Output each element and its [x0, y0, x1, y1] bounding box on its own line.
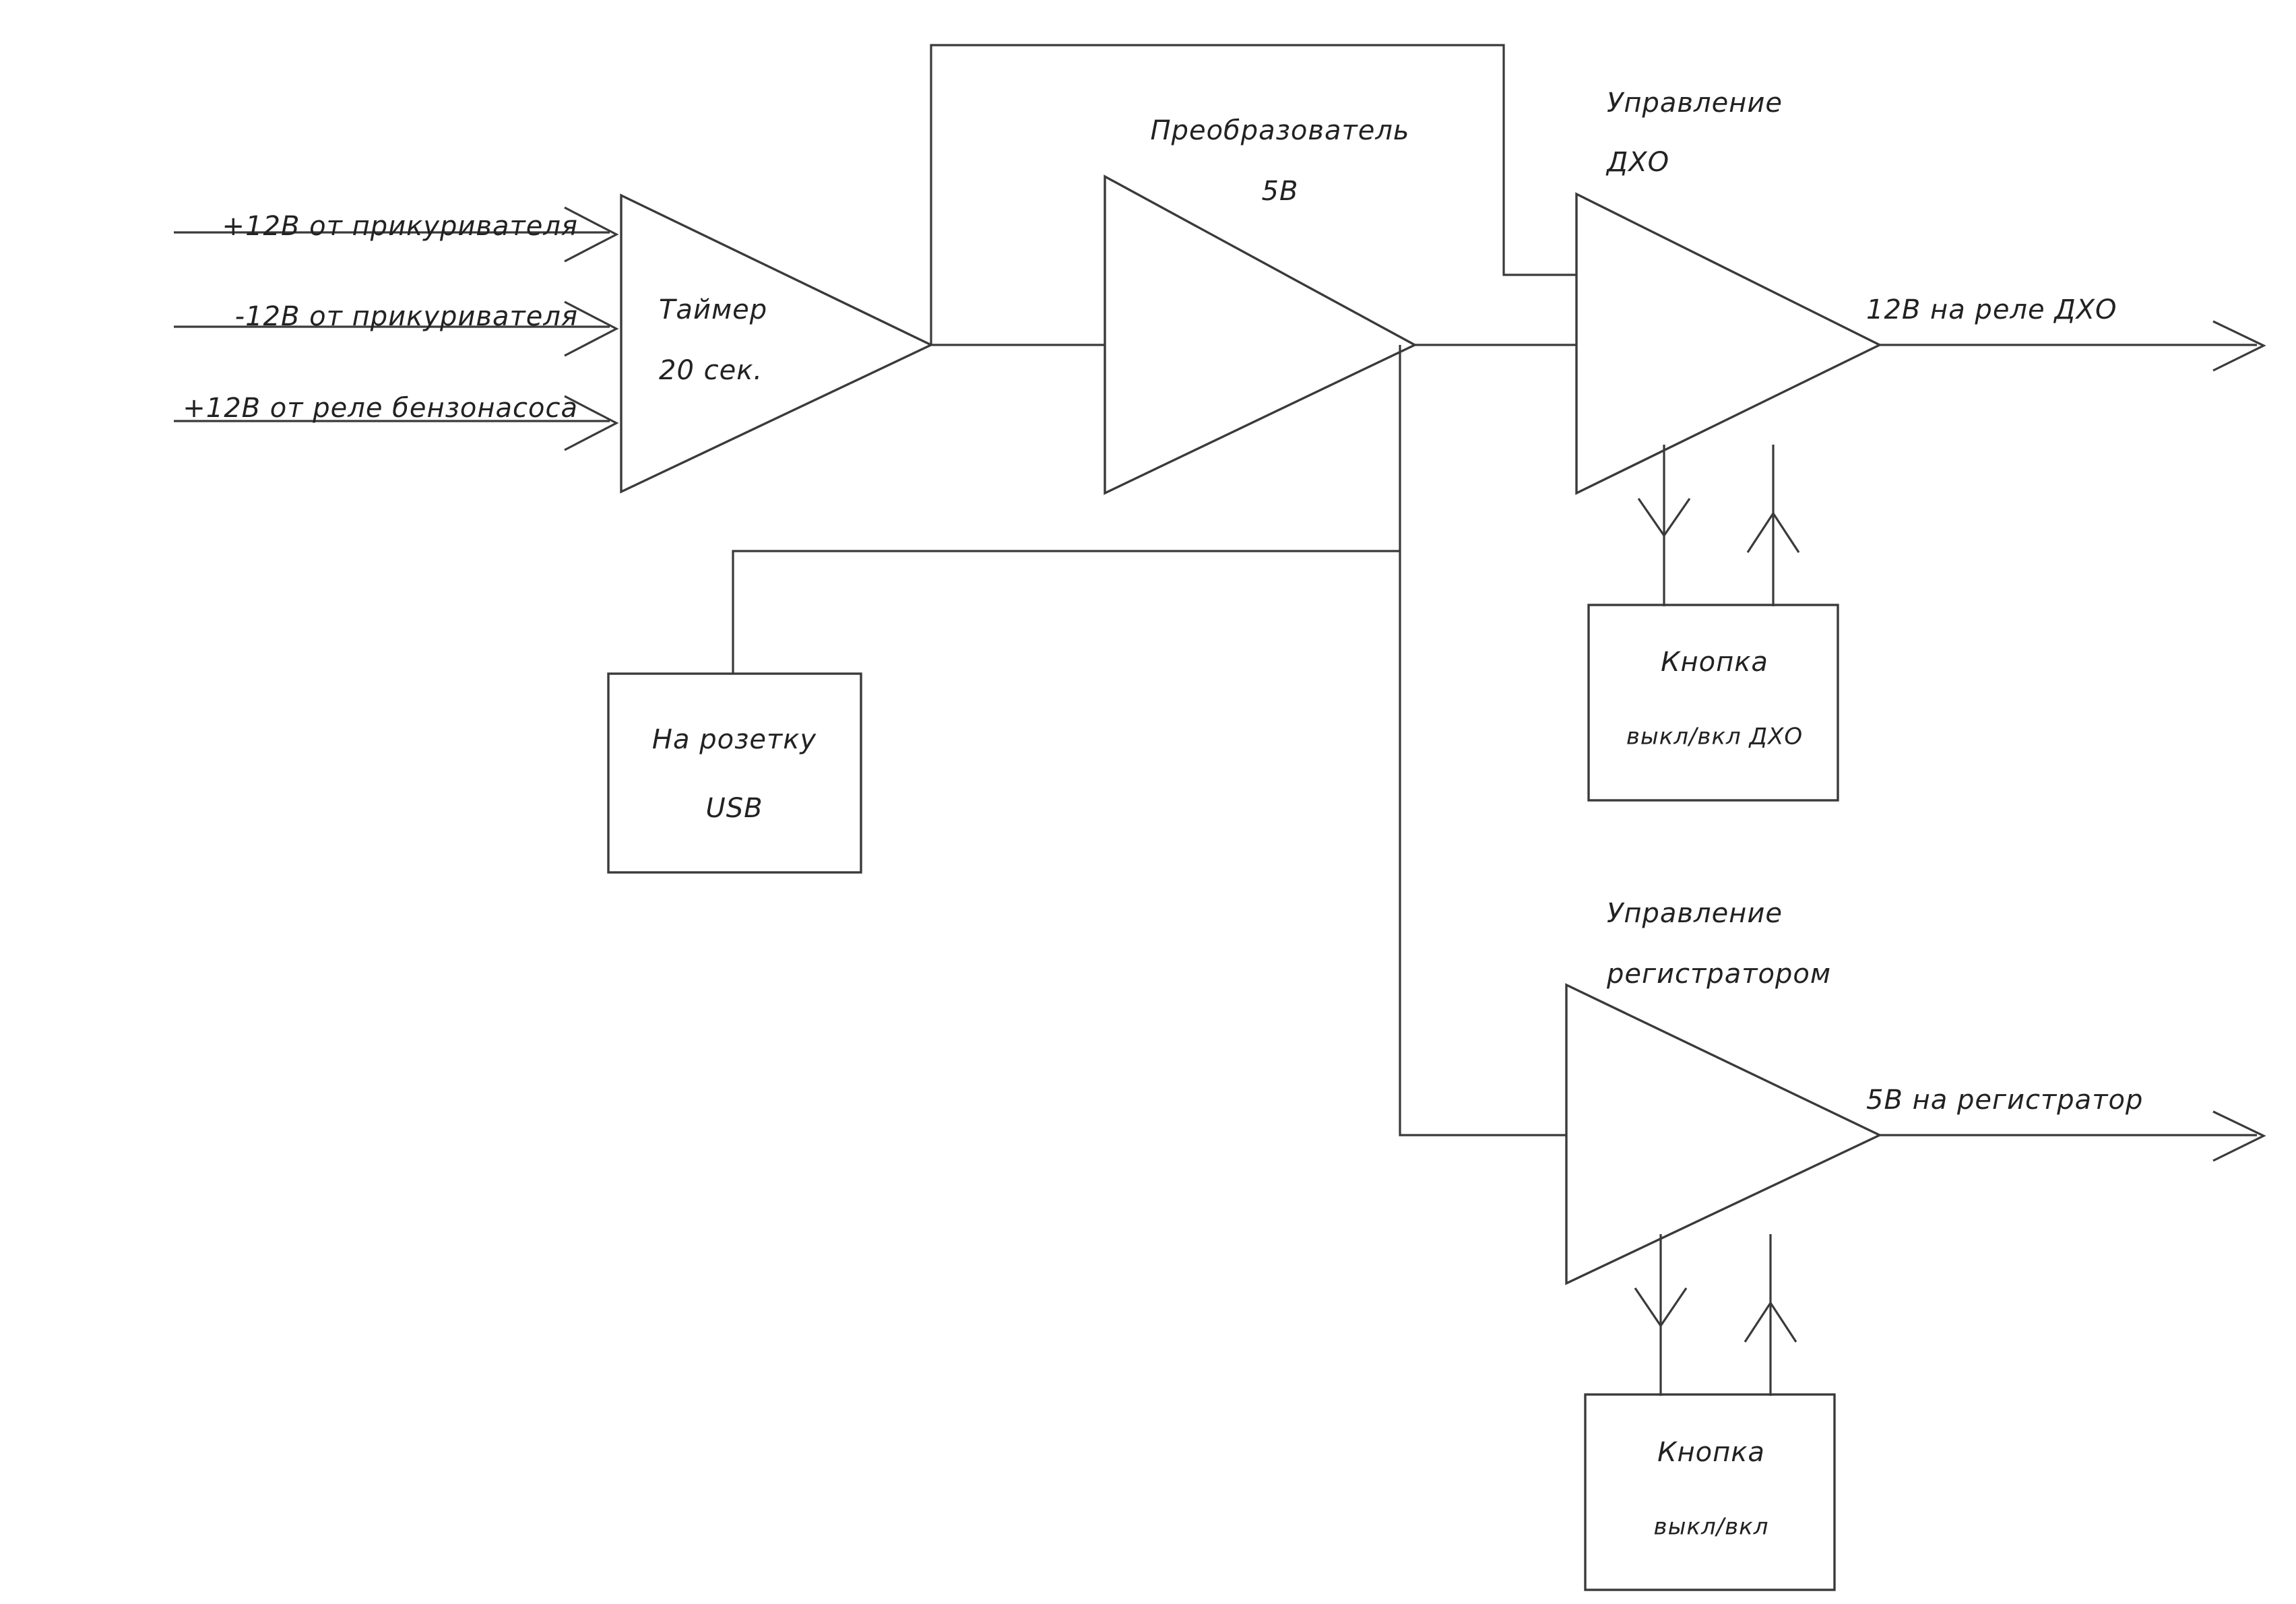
usb-socket-label-line2: USB: [705, 793, 763, 824]
input-label-1: +12В от прикуривателя: [222, 211, 578, 242]
recorder-button-shape: [1585, 1394, 1835, 1590]
input-label-2: -12В от прикуривателя: [234, 301, 578, 332]
usb-socket-shape: [608, 674, 861, 872]
recorder-button-label-line1: Кнопка: [1657, 1437, 1765, 1468]
timer-label-line1: Таймер: [659, 294, 768, 325]
timer-label-line2: 20 сек.: [659, 355, 763, 386]
output-wire-2: [1880, 1112, 2264, 1161]
output-label-2: 5В на регистратор: [1866, 1085, 2144, 1116]
recorder-button-label-line2: выкл/вкл: [1653, 1513, 1769, 1541]
drl-control-label-line2: ДХО: [1607, 147, 1670, 178]
output-label-1: 12В на реле ДХО: [1866, 294, 2117, 325]
converter-label-line1: Преобразователь: [1150, 115, 1410, 146]
output-wire-1: [1880, 321, 2264, 371]
input-label-3: +12В от реле бензонасоса: [183, 393, 578, 424]
wire-top-rail: [931, 45, 1576, 345]
drl-control-shape: [1576, 194, 1880, 493]
converter-block-shape: [1105, 177, 1415, 493]
converter-label-line2: 5В: [1261, 176, 1299, 207]
drl-button-label-line2: выкл/вкл ДХО: [1626, 723, 1804, 750]
recorder-control-label-line2: регистратором: [1607, 959, 1832, 990]
timer-block-shape: [621, 195, 931, 492]
drl-button-label-line1: Кнопка: [1661, 647, 1768, 678]
drl-control-label-line1: Управление: [1607, 88, 1783, 119]
wire-usb-branch: [733, 551, 1400, 674]
recorder-control-label-line1: Управление: [1607, 898, 1783, 929]
drl-button-wires: [1638, 445, 1799, 606]
recorder-button-wires: [1635, 1234, 1796, 1396]
wire-converter-down-rail: [1400, 345, 1566, 1135]
recorder-control-shape: [1566, 985, 1880, 1283]
drl-button-shape: [1589, 605, 1838, 800]
usb-socket-label-line1: На розетку: [651, 724, 817, 755]
